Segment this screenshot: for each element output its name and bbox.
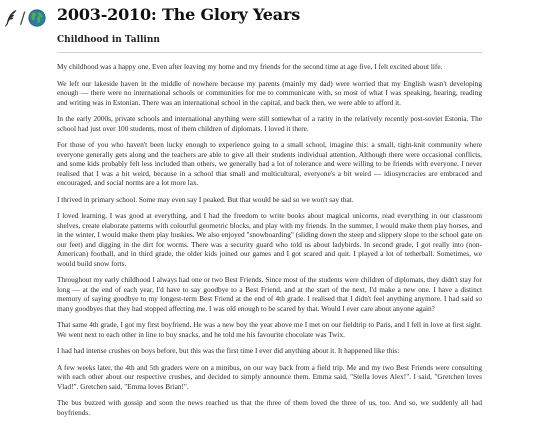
- paragraph: For those of you who haven't been lucky enough to experience going to a small school, imagine this: a small, tight-knit community where everyone generally gets along and the teachers are able to give all their students individual attention. Although there were occasional conflicts, and some kids probably felt less included than others, we generally had a lot of tolerance and were willing to be friends with everyone. I never realised that I was a bit weird, because in a school that small and multicultural, everyone's a bit weird — idiosyncracies are embraced and encouraged, and social norms are a lot more lax.: [57, 140, 482, 187]
- page-title: 2003-2010: The Glory Years: [57, 5, 300, 24]
- paragraph: I loved learning, I was good at everything, and I had the freedom to write books about magical unicorns, read everything in our classroom shelves, create elaborate patterns with colourful geometric blocks, and play with my friends. In the summer, I would make them play horses, and in the winter, I would make them play huskies. We also enjoyed "snowboarding" (sliding down the steep and slippery slope to the school gate on our feet) and digging in the dirt for worms. There was a security guard who told us about ladybirds. In second grade, I got really into (non-American) football, and in third grade, the older kids joined our games and I got scared and quit. I played a lot of tetherball. Sometimes, we would build snow forts.: [57, 211, 482, 268]
- site-logo[interactable]: [4, 6, 46, 30]
- separator-slash: /: [20, 8, 26, 27]
- globe-icon[interactable]: [28, 9, 46, 27]
- paragraph: I thrived in primary school. Some may even say I peaked. But that would be sad so we won't say that.: [57, 194, 354, 204]
- paragraph: Throughout my early childhood I always had one or two Best Friends. Since most of the students were children of diplomats, they didn't stay for long — at the end of each year, I'd have to say goodbye to a Best Friend, and at the start of the next, I'd make a new one. I have a distinct memory of saying goodbye to my longest-term Best Friend at the end of 4th grade. I realised that I didn't feel anything anymore. I had said so many goodbyes that they had stopped affecting me. I was old enough to be scared by that. Would I ever care about anyone again?: [57, 275, 482, 313]
- section-subtitle: Childhood in Tallinn: [57, 35, 160, 45]
- divider: [57, 52, 482, 53]
- paragraph: A few weeks later, the 4th and 5th graders were on a minibus, on our way back from a field trip. Me and my two Best Friends were consulting with each other about our respective crushes, and decided to simply announce them. Emma said, "Stella loves Alex!". I said, "Gretchen loves Vlad!". Gretchen said, "Emma loves Brian!".: [57, 362, 482, 391]
- quill-icon[interactable]: [4, 9, 18, 27]
- paragraph: In the early 2000s, private schools and international anything were still somewhat of a rarity in the relatively recently post-soviet Estonia. The school had just over 100 students, most of them children of diplomats. I loved it there.: [57, 114, 482, 133]
- article-body: [57, 62, 482, 424]
- paragraph: That same 4th grade, I got my first boyfriend. He was a new boy the year above me I met on our fieldtrip to Paris, and I fell in love at first sight. We went next to each other in line to buy snacks, and he told me his favourite chocolate was Twix.: [57, 320, 482, 339]
- paragraph: My childhood was a happy one. Even after leaving my home and my friends for the second time at age five, I felt excited about life.: [57, 62, 443, 71]
- paragraph: I had had intense crushes on boys before, but this was the first time I ever did anything about it. It happened like this:: [57, 346, 400, 355]
- paragraph: The bus buzzed with gossip and soon the news reached us that the three of them loved the three of us, too. And so, we suddenly all had boyfriends.: [57, 398, 482, 417]
- paragraph: We left our lakeside haven in the middle of nowhere because my parents (mainly my dad) were worried that my English wasn't developing enough — there were no international schools or communities for me to communicate with, so most of what I was speaking, hearing, reading and writing was in Estonian. There was an international school in the capital, and back then, we were able to afford it.: [57, 78, 482, 107]
